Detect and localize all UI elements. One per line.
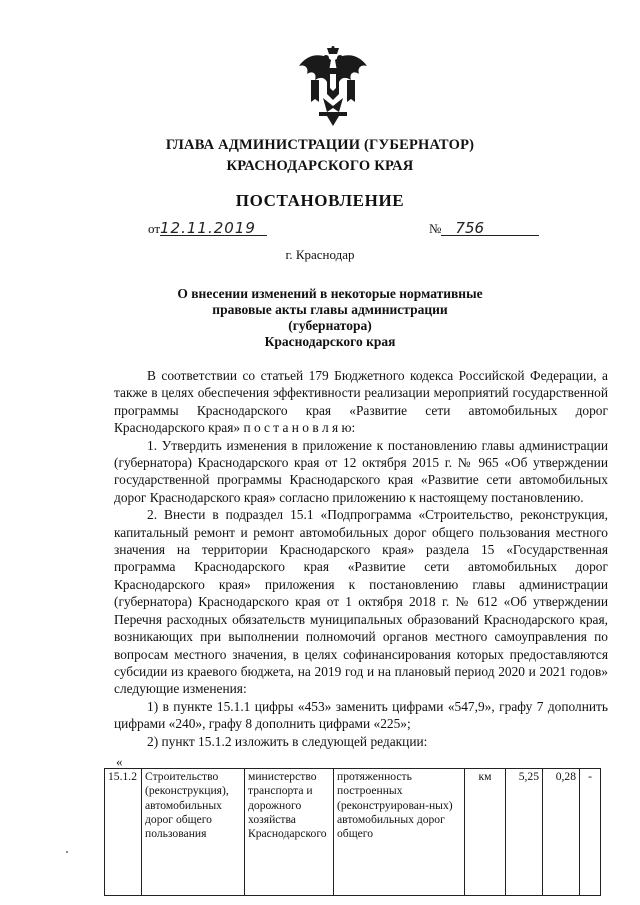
number-line xyxy=(429,221,539,237)
document-body xyxy=(114,367,608,750)
table-cell: км xyxy=(465,769,506,896)
table-cell: 5,25 xyxy=(506,769,543,896)
table-cell: 15.1.2 xyxy=(105,769,142,896)
title-line: правовые акты главы администрации (губернатора) xyxy=(212,302,448,333)
paragraph: 1) в пункте 15.1.1 цифры «453» заменить цифрами «547,9», графу 7 дополнить цифрами «240», графу 8 дополнить цифрами «225»; xyxy=(114,698,608,732)
paragraph: 2. Внести в подраздел 15.1 «Подпрограмма «Строительство, реконструкция, капитальный ремонт и ремонт автомобильных дорог общего пользования местного значения на территории Краснодарского края» раздела 15 «Государственная программа Краснодарского края «Развитие сети автомобильных дорог Краснодарского края» приложения к постановлению главы администрации (губернатора) Краснодарского края от 1 октября 2018 г. № 612 «Об утверждении Перечня расходных обязательств муниципальных образований Краснодарского края, возникающих при выполнении полномочий органов местного самоуправления по вопросам местного значения, в целях софинансирования которых предоставляются субсидии из краевого бюджета, на 2019 год и на плановый период 2020 и 2021 годов» следующие изменения: xyxy=(114,507,608,697)
authority-title-line1: ГЛАВА АДМИНИСТРАЦИИ (ГУБЕРНАТОР) xyxy=(165,137,475,153)
paragraph: 2) пункт 15.1.2 изложить в следующей редакции: xyxy=(147,733,428,749)
table-cell: протяженность построенных (реконструирован-ных) автомобильных дорог общего xyxy=(334,769,465,896)
number-value: 756 xyxy=(441,221,539,236)
title-line: О внесении изменений в некоторые нормативные xyxy=(177,286,483,301)
program-table-fragment xyxy=(104,768,601,896)
paragraph: 1. Утвердить изменения в приложение к постановлению главы администрации (губернатора) Краснодарского края от 12 октября 2015 г. № 965 «Об утверждении государственной программы Краснодарского края «Развитие сети автомобильных дорог Краснодарского края» согласно приложению к настоящему постановлению. xyxy=(114,437,608,505)
title-line: Краснодарского края xyxy=(264,334,396,349)
opening-quote: « xyxy=(116,754,123,769)
scan-speck xyxy=(66,851,68,853)
table-cell: 0,28 xyxy=(543,769,580,896)
city-label: г. Краснодар xyxy=(285,247,355,262)
date-prefix: от xyxy=(148,221,161,236)
paragraph: В соответствии со статьей 179 Бюджетного кодекса Российской Федерации, а также в целях обеспечения эффективности реализации мероприятий государственной программы Краснодарского края «Развитие сети автомобильных дорог Краснодарского края» п о с т а н о в л я ю: xyxy=(114,368,608,436)
table-cell: министерство транспорта и дорожного хозяйства Краснодарского xyxy=(245,769,334,896)
date-line xyxy=(148,221,267,237)
document-type: ПОСТАНОВЛЕНИЕ xyxy=(235,191,405,210)
document-title xyxy=(170,286,490,350)
table-row xyxy=(105,769,601,896)
number-prefix: № xyxy=(429,221,442,236)
authority-title-line2: КРАСНОДАРСКОГО КРАЯ xyxy=(226,158,414,174)
date-value: 12.11.2019 xyxy=(160,221,267,236)
coat-of-arms-emblem xyxy=(297,46,369,128)
table-cell: - xyxy=(580,769,601,896)
table-cell: Строительство (реконструкция), автомобильных дорог общего пользования xyxy=(142,769,245,896)
